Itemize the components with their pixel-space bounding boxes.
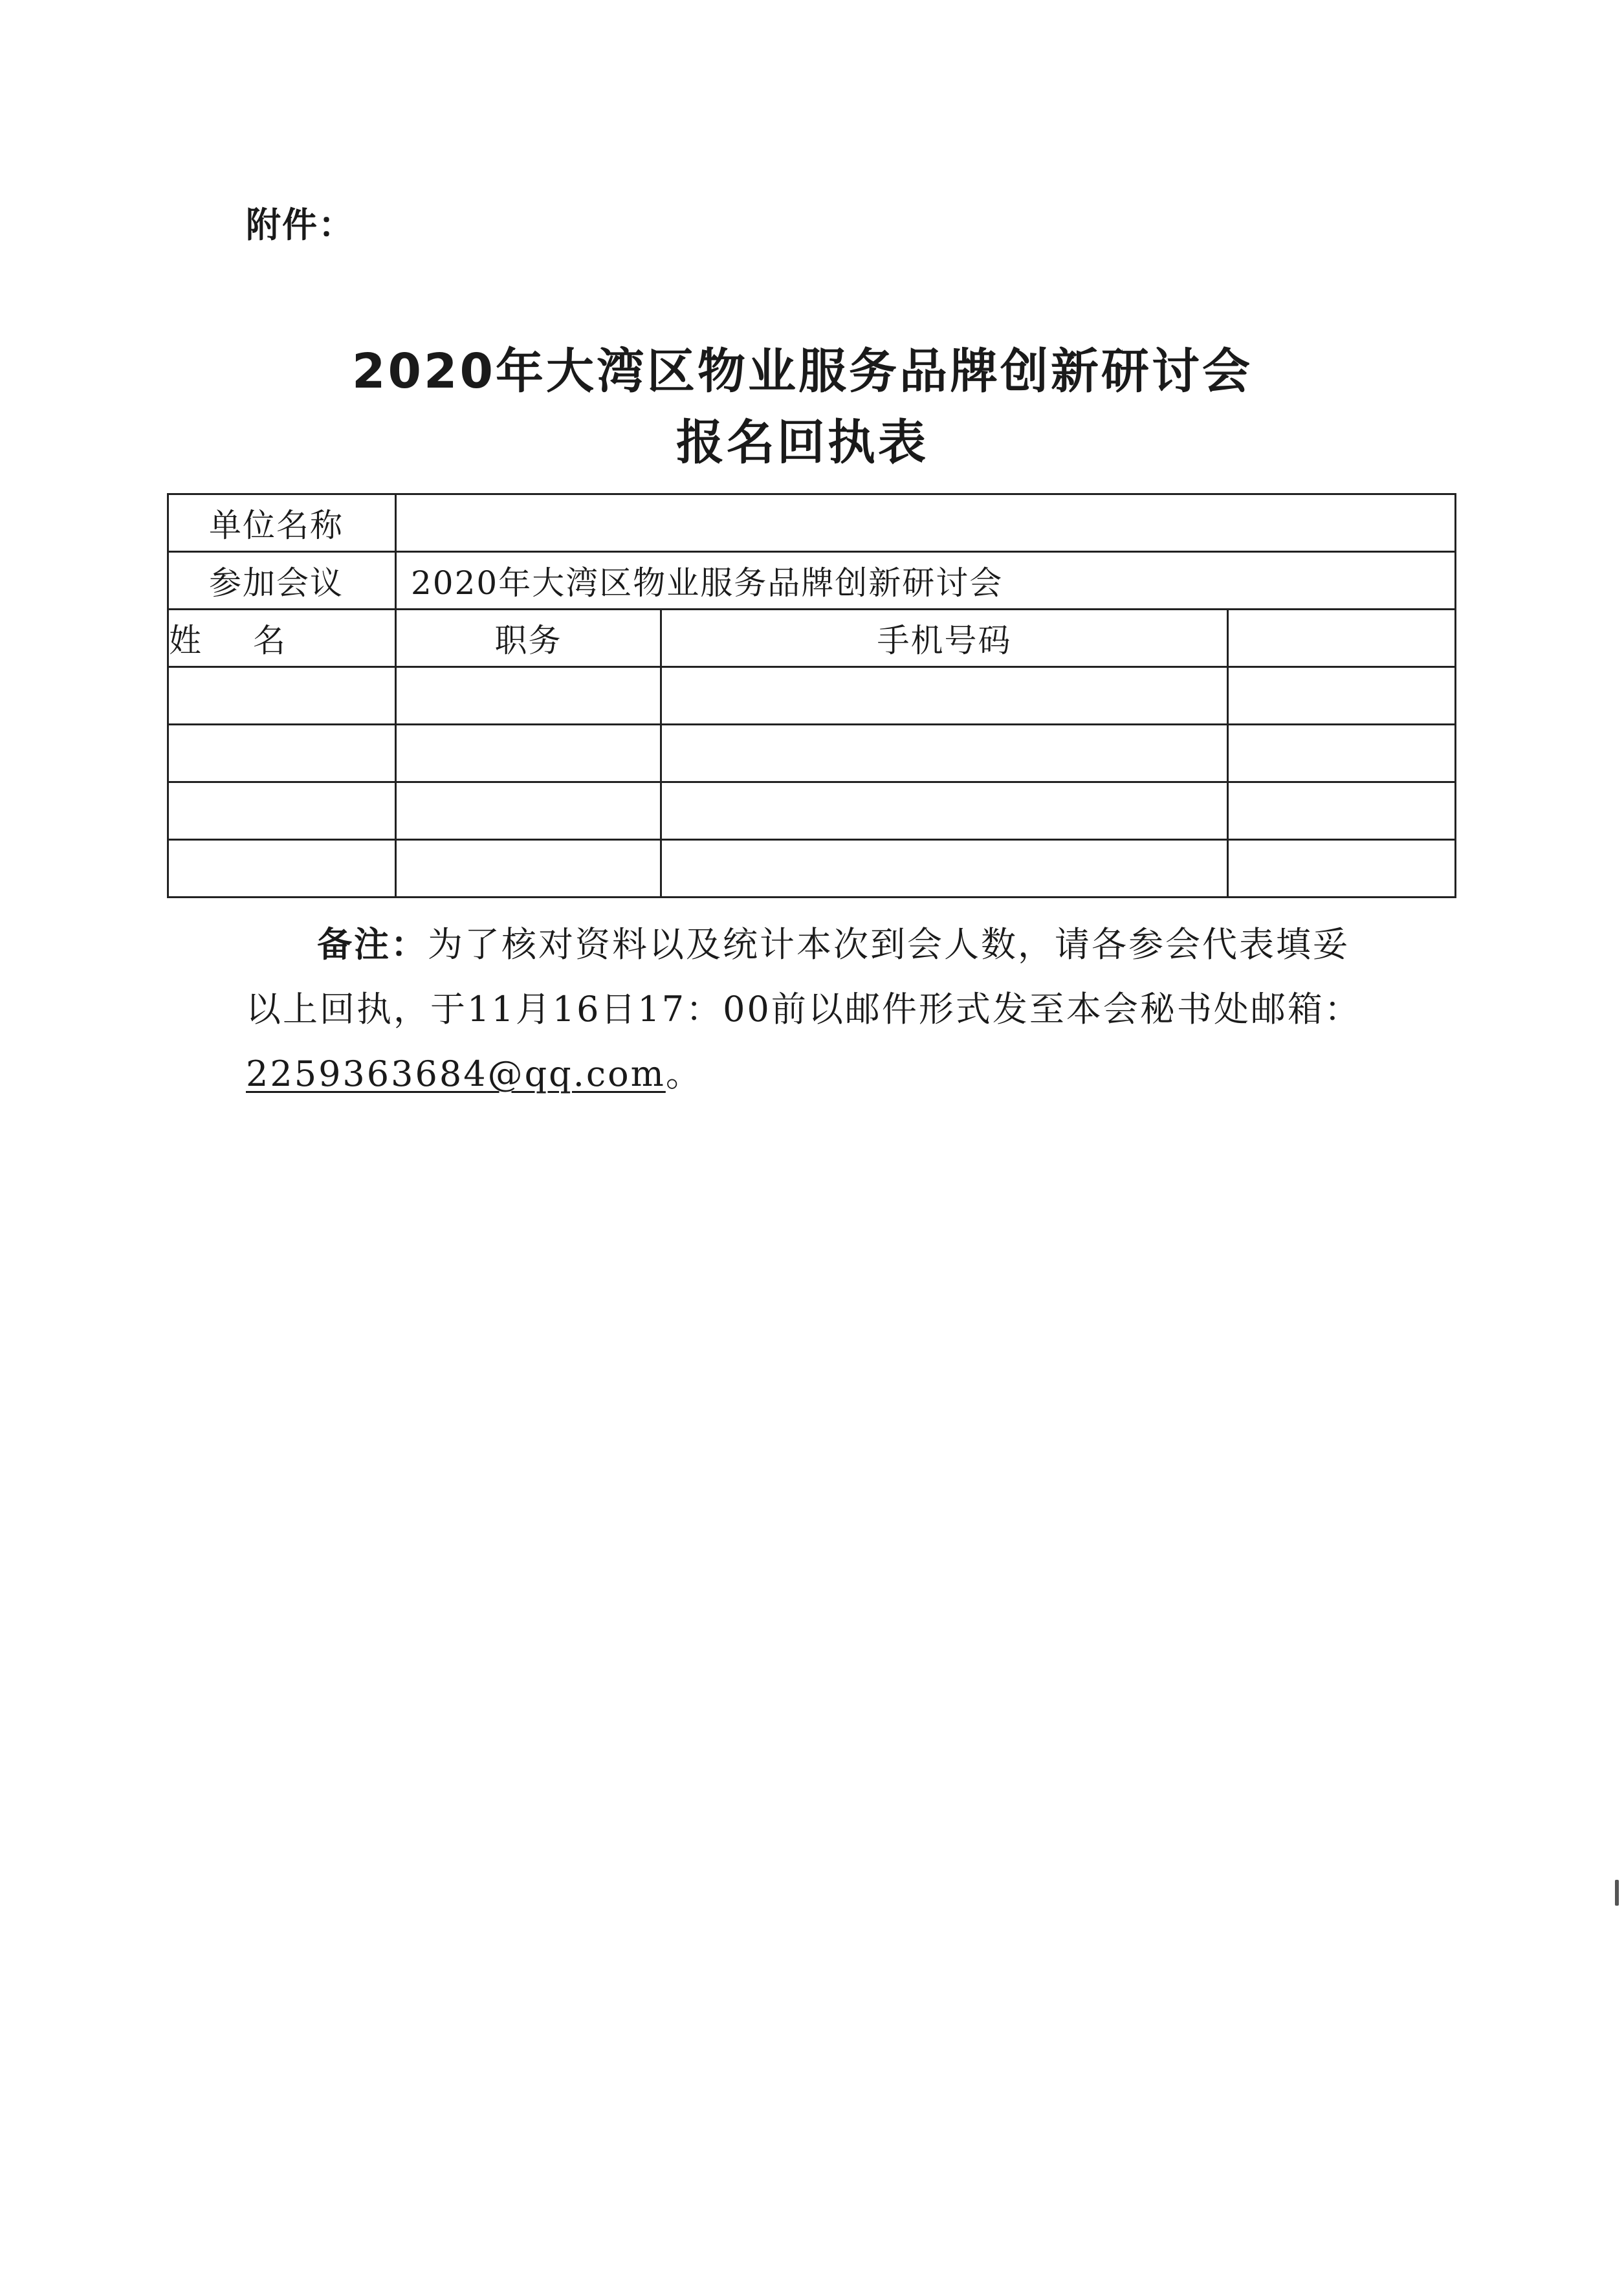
position-cell[interactable] — [396, 782, 661, 840]
phone-cell[interactable] — [661, 782, 1228, 840]
extra-cell[interactable] — [1228, 840, 1456, 898]
position-cell[interactable] — [396, 725, 661, 782]
name-cell[interactable] — [168, 840, 396, 898]
name-header-char2: 名 — [253, 622, 287, 659]
name-cell[interactable] — [168, 725, 396, 782]
name-cell[interactable] — [168, 667, 396, 725]
position-column-header: 职务 — [396, 610, 661, 667]
note-end: 。 — [665, 1053, 703, 1094]
phone-cell[interactable] — [661, 667, 1228, 725]
phone-cell[interactable] — [661, 840, 1228, 898]
position-cell[interactable] — [396, 667, 661, 725]
column-header-row — [168, 610, 1456, 667]
meeting-row — [168, 552, 1456, 610]
note-paragraph — [246, 912, 1385, 1107]
table-row — [168, 782, 1456, 840]
extra-cell[interactable] — [1228, 667, 1456, 725]
meeting-value: 2020年大湾区物业服务品牌创新研讨会 — [396, 552, 1456, 610]
table-row — [168, 667, 1456, 725]
name-header-char1: 姓 — [169, 622, 203, 659]
scan-mark — [1615, 1880, 1619, 1906]
position-cell[interactable] — [396, 840, 661, 898]
meeting-label: 参加会议 — [168, 552, 396, 610]
table-row — [168, 725, 1456, 782]
note-text: 为了核对资料以及统计本次到会人数，请各参会代表填妥以上回执，于11月16日17：00前以邮件形式发至本会秘书处邮箱： — [246, 924, 1361, 1030]
phone-cell[interactable] — [661, 725, 1228, 782]
unit-row — [168, 494, 1456, 552]
registration-form-table — [167, 493, 1456, 898]
unit-name-label: 单位名称 — [168, 494, 396, 552]
unit-name-field[interactable] — [396, 494, 1456, 552]
note-label: 备注： — [317, 924, 428, 965]
document-title: 2020年大湾区物业服务品牌创新研讨会 — [352, 344, 1253, 399]
extra-cell[interactable] — [1228, 782, 1456, 840]
extra-cell[interactable] — [1228, 725, 1456, 782]
document-subtitle: 报名回执表 — [676, 415, 928, 470]
attachment-label: 附件： — [246, 204, 355, 245]
name-cell[interactable] — [168, 782, 396, 840]
table-row — [168, 840, 1456, 898]
extra-column-header — [1228, 610, 1456, 667]
phone-column-header: 手机号码 — [661, 610, 1228, 667]
email-link[interactable]: 2259363684@qq.com — [246, 1053, 666, 1094]
name-column-header — [168, 610, 396, 667]
